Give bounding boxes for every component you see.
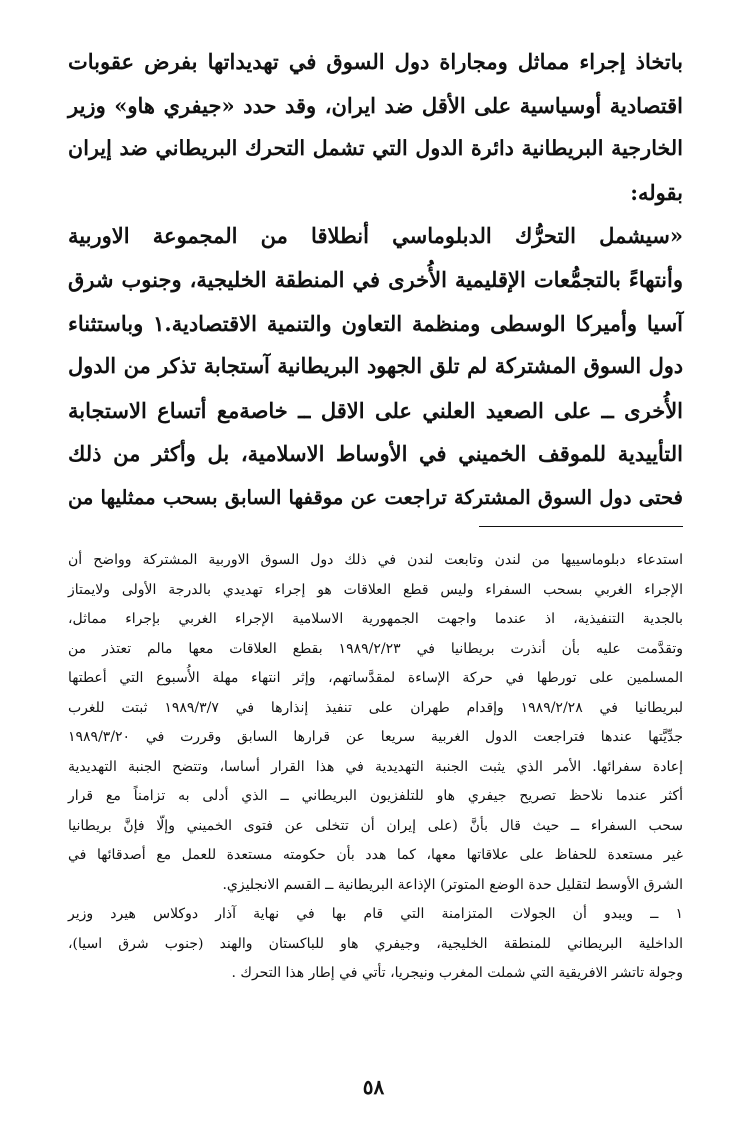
- footnote-line: جدِّيَّتها عندها فتراجعت الدول الغربية سريعا عن قرارها السابق وقررت في ١٩٨٩/٣/٢٠: [68, 729, 683, 745]
- main-line: التأييدية للموقف الخميني في الأوساط الاسلامية، بل وأكثر من ذلك: [68, 441, 683, 467]
- footnote-line: وجولة تاتشر الافريقية التي شملت المغرب ونيجريا، تأتي في إطار هذا التحرك .: [231, 965, 683, 981]
- footnote-separator: [479, 526, 683, 527]
- main-line: دول السوق المشتركة لم تلق الجهود البريطانية آستجابة تذكر من الدول: [68, 354, 683, 379]
- main-line: بقوله:: [630, 179, 683, 205]
- footnote-line: لبريطانيا في ١٩٨٩/٢/٢٨ وإقدام طهران على تنفيذ إنذارها في ١٩٨٩/٣/٧ ثبتت للغرب: [68, 699, 683, 716]
- footnote-line: ١ ــ ويبدو أن الجولات المتزامنة التي قام بها في نهاية آذار دوكلاس هيرد وزير: [68, 906, 683, 922]
- main-line: اقتصادية أوسياسية على الأقل ضد ايران، وقد حدد «جيفري هاو» وزير: [68, 92, 683, 118]
- footnote-line: غير مستعدة للحفاظ على علاقاتها معها، كما هدد بأن حكومته مستعدة للعمل مع أصدقائها في: [68, 847, 683, 863]
- footnote-line: الشرق الأوسط لتقليل حدة الوضع المتوتر) الإذاعة البريطانية ــ القسم الانجليزي.: [222, 876, 683, 893]
- footnote-line: استدعاء دبلوماسييها من لندن وتابعت لندن في ذلك دول السوق الاوربية المشتركة وواضح أن: [68, 552, 683, 568]
- footnote-line: أكثر عندما نلاحظ تصريح جيفري هاو للتلفزيون البريطاني ــ الذي أدلى به تزامناً مع قرار: [68, 788, 683, 804]
- quote-line: «سيشمل التحرُّك الدبلوماسي أنطلاقا من المجموعة الاوربية: [68, 223, 683, 249]
- footnote-line: الداخلية البريطاني للمنطقة الخليجية، وجيفري هاو للباكستان والهند (جنوب شرق اسيا)،: [68, 935, 683, 952]
- footnotes: [68, 546, 683, 989]
- footnote-line: إعادة سفرائها. الأمر الذي يثبت الجنبة التهديدية في هذا القرار أساسا، وتتضح الجنبة التهديدية: [68, 758, 683, 775]
- quote-line: وأنتهاءً بالتجمُّعات الإقليمية الأُخرى في المنطقة الخليجية، وجنوب شرق: [68, 266, 683, 292]
- footnote-line: وتقدَّمت عليه بأن أنذرت بريطانيا في ١٩٨٩/٢/٢٣ بقطع العلاقات معها مالم تعتذر من: [68, 640, 683, 657]
- main-text: [68, 40, 683, 520]
- main-line: الخارجية البريطانية دائرة الدول التي تشمل التحرك البريطاني ضد إيران: [68, 136, 683, 161]
- quote-line: آسيا وأميركا الوسطى ومنظمة التعاون والتنمية الاقتصادية.١ وباستثناء: [68, 310, 684, 336]
- footnote-line: سحب السفراء ــ حيث قال بأنَّ (على إيران أن تتخلى عن فتوى الخميني وإلّا فإنَّ بريطانيا: [68, 817, 683, 834]
- main-line: فحتى دول السوق المشتركة تراجعت عن موقفها السابق بسحب ممثليها من: [68, 485, 683, 509]
- footnote-line: المسلمين على تورطها في حركة الإساءة لمقدَّساتهم، وإثر انتهاء مهلة الأُسبوع التي أعطتها: [68, 670, 683, 686]
- footnote-line: بالجدية التنفيذية، اذ عندما واجهت الجمهورية الاسلامية الإجراء الغربي بإجراء مماثل،: [68, 611, 683, 627]
- main-line: باتخاذ إجراء مماثل ومجاراة دول السوق في تهديداتها بفرض عقوبات: [68, 49, 683, 74]
- footnote-line: الإجراء الغربي بسحب السفراء وليس قطع العلاقات هو إجراء تهديدي بالدرجة الأولى ولايمتاز: [68, 581, 683, 598]
- page-number: ٥٨: [362, 1075, 385, 1099]
- main-line: الأُخرى ــ على الصعيد العلني على الاقل ــ خاصةمع أتساع الاستجابة: [68, 397, 683, 423]
